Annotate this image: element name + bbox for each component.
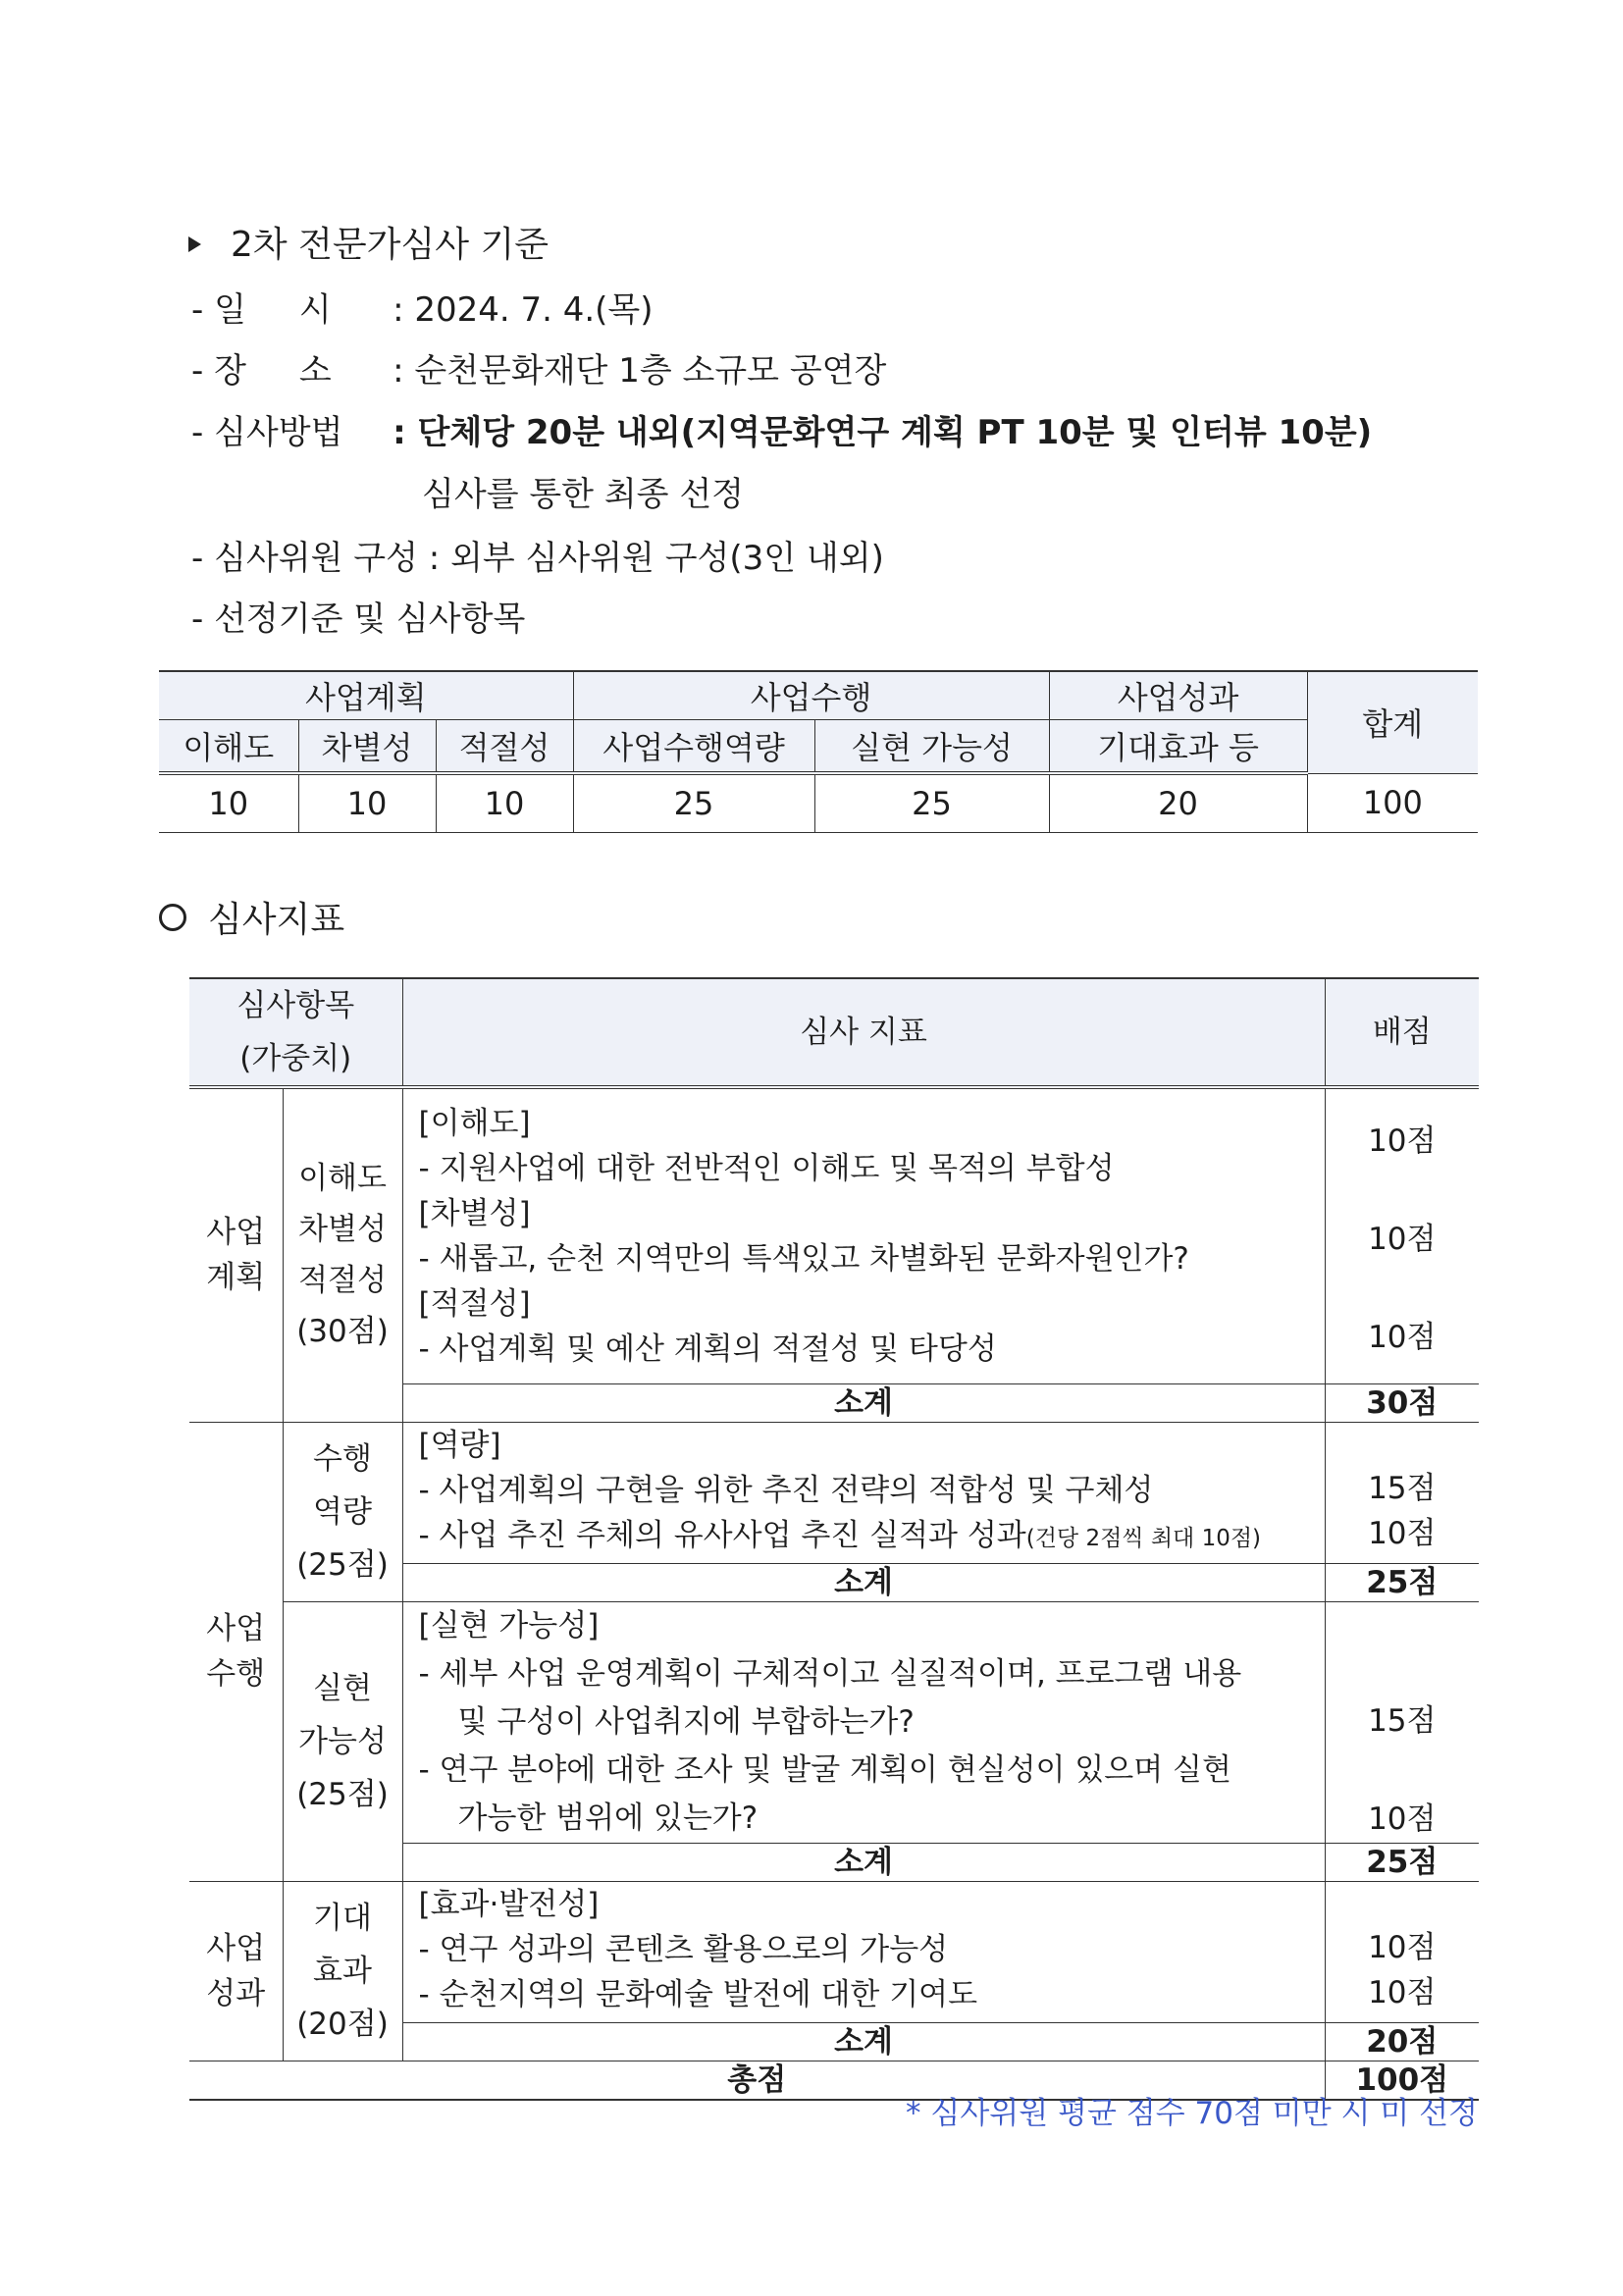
item-distinctiveness: 차별성 — [298, 719, 436, 773]
header-item: 심사항목 (가중치) — [189, 978, 402, 1087]
date-value: : 2024. 7. 4.(목) — [393, 290, 654, 330]
plan-subtotal: 30점 — [1325, 1383, 1479, 1422]
value-cell: 10 — [298, 773, 436, 832]
group-plan: 사업계획 — [159, 671, 573, 719]
place-value: : 순천문화재단 1층 소규모 공연장 — [393, 351, 887, 391]
method-line: - 심사방법 : 단체당 20분 내외(지역문화연구 계획 PT 10분 및 인터뷰 10분) — [191, 409, 1372, 456]
place-label: 장소 — [214, 351, 385, 391]
date-label: 일시 — [214, 290, 385, 330]
feasibility-subtotal: 25점 — [1325, 1843, 1479, 1881]
category-plan: 사업 계획 — [189, 1087, 283, 1422]
group-result: 사업성과 — [1049, 671, 1307, 719]
value-cell: 20 — [1049, 773, 1307, 832]
circle-bullet-icon — [159, 904, 186, 931]
feasibility-index-text: [실현 가능성] - 세부 사업 운영계획이 구체적이고 실질적이며, 프로그램 내용 및 구성이 사업취지에 부합하는가? - 연구 분야에 대한 조사 및 발굴 계획이 현실성이 있으며 실현 가능한 범위에 있는가? — [402, 1601, 1325, 1843]
place-line: - 장소 : 순천문화재단 1층 소규모 공연장 — [191, 347, 886, 394]
feasibility-scores: 15점 10점 — [1325, 1601, 1479, 1843]
plan-subtotal-label: 소계 — [402, 1383, 1325, 1422]
effect-index-text: [효과·발전성] - 연구 성과의 콘텐츠 활용으로의 가능성 - 순천지역의 문화예술 발전에 대한 기여도 — [402, 1881, 1325, 2022]
section-title: 심사지표 — [159, 897, 344, 944]
value-total-cell: 100 — [1307, 773, 1478, 832]
method-value: : 단체당 20분 내외(지역문화연구 계획 PT 10분 및 인터뷰 10분) — [393, 413, 1373, 452]
item-effect: 기대효과 등 — [1049, 719, 1307, 773]
criteria-line: - 선정기준 및 심사항목 — [191, 600, 526, 639]
item-appropriateness: 적절성 — [436, 719, 573, 773]
sub-feasibility: 실현 가능성 (25점) — [283, 1601, 402, 1881]
header-index: 심사 지표 — [402, 978, 1325, 1087]
value-cell: 10 — [436, 773, 573, 832]
category-result: 사업 성과 — [189, 1881, 283, 2061]
capability-subtotal: 25점 — [1325, 1563, 1479, 1601]
committee-line: - 심사위원 구성 : 외부 심사위원 구성(3인 내외) — [191, 539, 884, 578]
plan-index-text: [이해도] - 지원사업에 대한 전반적인 이해도 및 목적의 부합성 [차별성] - 새롭고, 순천 지역만의 특색있고 차별화된 문화자원인가? [적절성] - 사업계획 및 예산 계획의 적절성 및 타당성 — [402, 1087, 1325, 1383]
date-line: - 일시 : 2024. 7. 4.(목) — [191, 287, 654, 334]
plan-scores: 10점 10점 10점 — [1325, 1087, 1479, 1383]
sub-capability: 수행 역량 (25점) — [283, 1422, 402, 1601]
sub-effect: 기대 효과 (20점) — [283, 1881, 402, 2061]
sub-plan: 이해도 차별성 적절성 (30점) — [283, 1087, 402, 1422]
effect-scores: 10점 10점 — [1325, 1881, 1479, 2022]
capability-index-text: [역량] - 사업계획의 구현을 위한 추진 전략의 적합성 및 구체성 - 사업 추진 주체의 유사사업 추진 실적과 성과(건당 2점씩 최대 10점) — [402, 1422, 1325, 1563]
criteria-table — [189, 977, 1479, 2101]
total-score: 100점 — [1325, 2061, 1479, 2100]
value-cell: 25 — [814, 773, 1049, 832]
summary-table — [159, 670, 1478, 833]
feasibility-subtotal-label: 소계 — [402, 1843, 1325, 1881]
item-feasibility: 실현 가능성 — [814, 719, 1049, 773]
capability-scores: 15점 10점 — [1325, 1422, 1479, 1563]
triangle-bullet-icon — [188, 236, 201, 252]
total-label: 총점 — [189, 2061, 1325, 2100]
group-exec: 사업수행 — [573, 671, 1049, 719]
method-value-cont: 심사를 통한 최종 선정 — [422, 475, 745, 514]
value-cell: 10 — [159, 773, 298, 832]
item-capability: 사업수행역량 — [573, 719, 814, 773]
section-heading: 2차 전문가심사 기준 — [188, 222, 549, 269]
header-score: 배점 — [1325, 978, 1479, 1087]
effect-subtotal: 20점 — [1325, 2022, 1479, 2061]
group-total: 합계 — [1307, 671, 1478, 773]
value-cell: 25 — [573, 773, 814, 832]
category-exec: 사업 수행 — [189, 1422, 283, 1881]
method-label: 심사방법 — [214, 413, 343, 452]
footnote: * 심사위원 평균 점수 70점 미만 시 미 선정 — [906, 2096, 1478, 2131]
effect-subtotal-label: 소계 — [402, 2022, 1325, 2061]
item-understanding: 이해도 — [159, 719, 298, 773]
capability-subtotal-label: 소계 — [402, 1563, 1325, 1601]
